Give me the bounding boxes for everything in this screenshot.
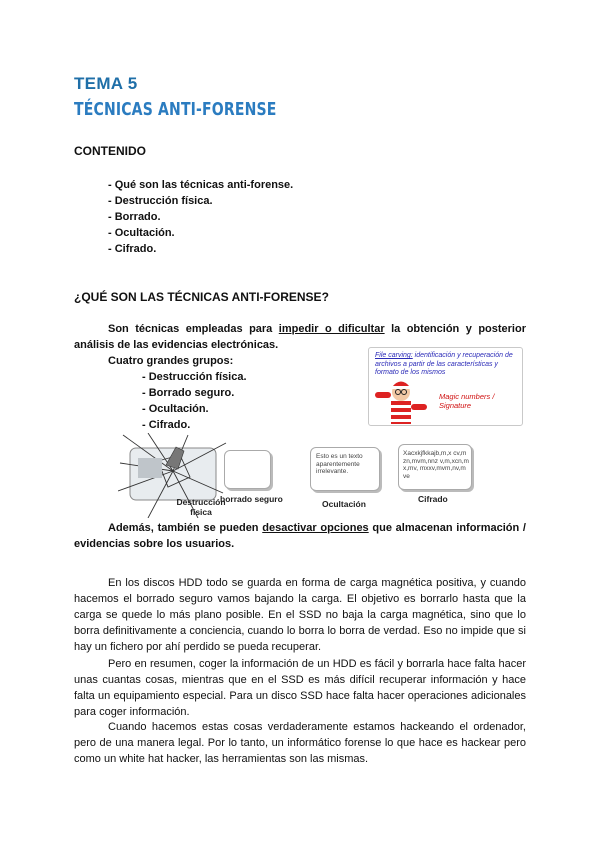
paragraph-text-end: que almacenan información / evidencias sobre los usuarios. (74, 522, 526, 550)
anti-forensics-diagram (118, 433, 478, 518)
list-item: - Cifrado. (108, 243, 157, 255)
encryption-text: Xacxkjfkkajb,m,x cv,mzn,mvm,nnz v,m,xcn,mx,mv, mxxv,mvm,nv,mve (403, 450, 469, 480)
intro-text-end: la obtención y posterior análisis de las evidencias electrónicas. (74, 323, 526, 351)
magic-numbers-note: Magic numbers / Signature (439, 392, 495, 410)
secure-erase-card (224, 450, 271, 489)
disable-options-paragraph (74, 520, 526, 552)
topic-number: TEMA 5 (74, 74, 138, 93)
groups-label: Cuatro grandes grupos: (108, 355, 234, 367)
carving-label: File carving: (375, 352, 413, 359)
waldo-icon (373, 378, 429, 424)
list-item: - Qué son las técnicas anti-forense. (108, 179, 294, 191)
contents-list (108, 177, 293, 257)
carving-desc: identificación y recuperación de archivos a partir de las características y formato de los mismos (375, 352, 513, 376)
hdd-ssd-paragraph: En los discos HDD todo se guarda en forma de carga magnética positiva, y cuando hacemos el borrado seguro vamos bajando la carga. El objetivo es borrarlo hasta que la carga se quede lo más plano posible. En el SSD no baja la carga magnética, sino que lo borra definitivamente a conciencia, cuando lo borra lo borra de verdad. Eso no impide que si hay un fichero por ahí perdido se pueda recuperar. (74, 577, 526, 653)
hiding-card (310, 447, 380, 491)
list-item: - Ocultación. (142, 403, 209, 415)
list-item: - Destrucción física. (142, 371, 247, 383)
intro-underlined: impedir o dificultar (278, 323, 385, 335)
file-carving-callout (368, 347, 523, 426)
intro-text: Son técnicas empleadas para (108, 323, 279, 335)
list-item: - Destrucción física. (108, 195, 213, 207)
groups-list (142, 369, 247, 433)
secure-erase-label: borrado seguro (220, 494, 283, 504)
list-item: - Borrado. (108, 211, 161, 223)
list-item: - Cifrado. (142, 419, 191, 431)
hiding-text: Esto es un texto aparentemente irrelevante. (316, 453, 363, 475)
encryption-label: Cifrado (418, 494, 448, 504)
list-item: - Ocultación. (108, 227, 175, 239)
list-item: - Borrado seguro. (142, 387, 235, 399)
carving-text (375, 352, 519, 378)
hacking-paragraph: Cuando hacemos estas cosas verdaderamente estamos hackeando el ordenador, pero de una manera legal. Por lo tanto, un informático forense lo que hace es hackear pero como un white hat hacker, las herramientas son las mismas. (74, 721, 526, 765)
topic-title: TÉCNICAS ANTI-FORENSE (74, 99, 277, 120)
hiding-label: Ocultación (322, 499, 366, 509)
encryption-card (398, 444, 472, 490)
section-heading: ¿QUÉ SON LAS TÉCNICAS ANTI-FORENSE? (74, 290, 329, 304)
paragraph-text: Además, también se pueden (108, 522, 263, 534)
contents-heading: CONTENIDO (74, 144, 146, 158)
summary-paragraph: Pero en resumen, coger la información de un HDD es fácil y borrarla hace falta hacer unas cuantas cosas, mientras que en el SSD es más difícil recuperar información y hace falta un equipamiento especial. Para un disco SSD hace falta hacer operaciones adicionales para coger información. (74, 658, 526, 718)
destruction-label: Destrucción física (176, 497, 226, 517)
paragraph-underlined: desactivar opciones (262, 522, 369, 534)
